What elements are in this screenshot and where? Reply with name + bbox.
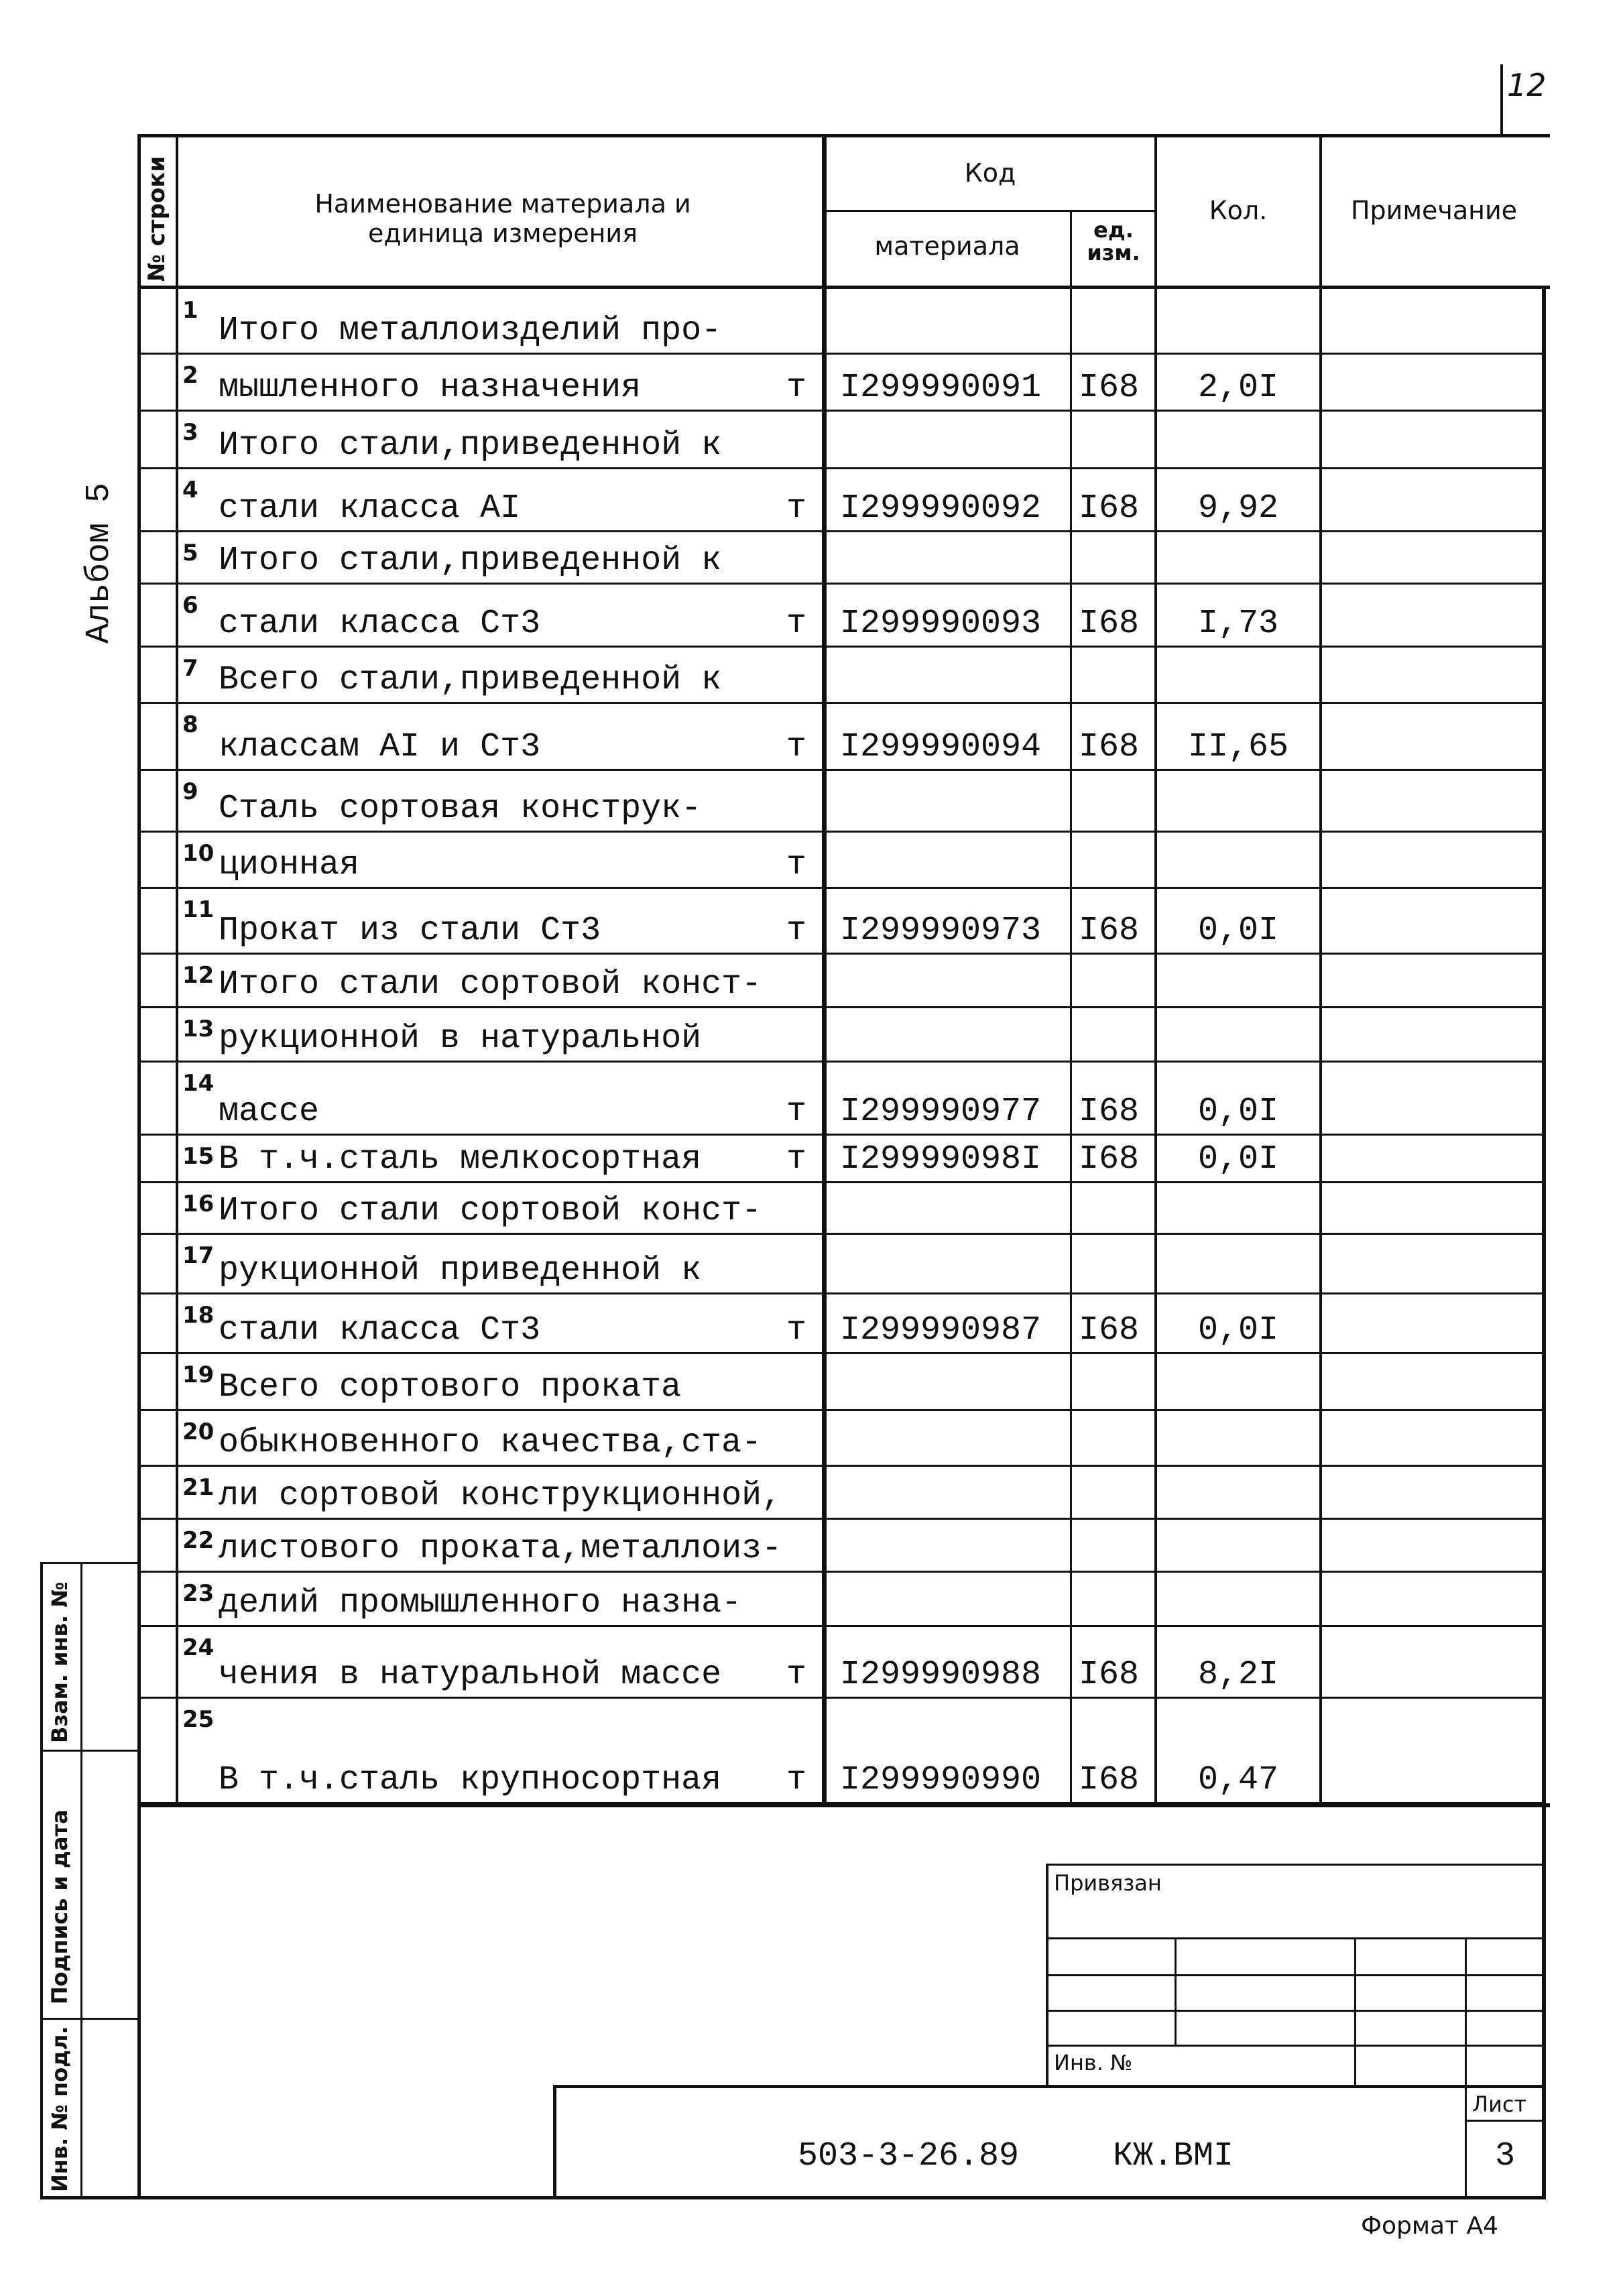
material-code bbox=[827, 411, 1070, 465]
material-code bbox=[827, 1410, 1070, 1462]
material-name: чения в натуральной массе bbox=[219, 1656, 722, 1694]
note bbox=[1322, 1410, 1542, 1462]
quantity bbox=[1157, 1353, 1319, 1406]
format-label: Формат А4 bbox=[1361, 2212, 1499, 2240]
material-name: рукционной приведенной к bbox=[219, 1252, 702, 1290]
header-name: Наименование материала и единица измерения bbox=[314, 189, 691, 248]
unit bbox=[771, 1572, 822, 1622]
quantity: I,73 bbox=[1197, 605, 1279, 643]
unit-code bbox=[1072, 1519, 1154, 1568]
quantity bbox=[1157, 1466, 1319, 1515]
note bbox=[1322, 411, 1542, 465]
material-name: В т.ч.сталь мелкосортная bbox=[219, 1140, 702, 1179]
material-name: Всего сортового проката bbox=[219, 1368, 682, 1406]
unit bbox=[771, 770, 822, 828]
unit bbox=[771, 1234, 822, 1290]
material-code bbox=[827, 1234, 1070, 1290]
unit bbox=[771, 1353, 822, 1406]
unit-code: I68 bbox=[1079, 1656, 1140, 1694]
note bbox=[1322, 770, 1542, 828]
row-number: 10 bbox=[182, 840, 215, 867]
row-number: 22 bbox=[182, 1527, 215, 1554]
unit: т bbox=[786, 489, 806, 528]
quantity bbox=[1157, 1410, 1319, 1462]
quantity: II,65 bbox=[1187, 728, 1289, 766]
material-code bbox=[827, 1353, 1070, 1406]
unit: т bbox=[786, 728, 806, 766]
note bbox=[1322, 1466, 1542, 1515]
vzam-inv-label: Взам. инв. № bbox=[47, 1581, 72, 1743]
row-number: 18 bbox=[182, 1302, 215, 1329]
material-name: Сталь сортовая конструк- bbox=[219, 790, 702, 828]
note bbox=[1322, 954, 1542, 1004]
unit bbox=[771, 532, 822, 580]
material-code: I299990987 bbox=[840, 1311, 1042, 1349]
material-name: Всего стали,приведенной к bbox=[219, 661, 722, 699]
header-row-no: № строки bbox=[143, 156, 170, 282]
row-number: 6 bbox=[182, 592, 198, 619]
note bbox=[1322, 647, 1542, 699]
note bbox=[1322, 354, 1542, 407]
quantity: 0,0I bbox=[1197, 1093, 1279, 1131]
material-name: листового проката,металлоиз- bbox=[219, 1530, 782, 1568]
unit: т bbox=[786, 846, 806, 884]
album-label: Альбом 5 bbox=[80, 482, 119, 644]
note bbox=[1322, 1698, 1542, 1799]
note bbox=[1322, 1519, 1542, 1568]
row-number: 21 bbox=[182, 1474, 215, 1501]
header-material-code: материала bbox=[874, 231, 1020, 261]
unit-code bbox=[1072, 532, 1154, 580]
row-number: 4 bbox=[182, 477, 198, 503]
quantity: 0,0I bbox=[1197, 1311, 1279, 1349]
unit bbox=[771, 1466, 822, 1515]
unit-code bbox=[1072, 832, 1154, 884]
header-note: Примечание bbox=[1350, 196, 1518, 225]
unit-code bbox=[1072, 770, 1154, 828]
quantity bbox=[1157, 954, 1319, 1004]
quantity: 0,0I bbox=[1197, 1140, 1279, 1179]
row-number: 3 bbox=[182, 419, 198, 446]
note bbox=[1322, 1234, 1542, 1290]
header-qty: Кол. bbox=[1209, 196, 1268, 225]
material-code bbox=[827, 832, 1070, 884]
material-name: Прокат из стали Ст3 bbox=[219, 912, 601, 950]
note bbox=[1322, 289, 1542, 350]
unit: т bbox=[786, 369, 806, 407]
quantity bbox=[1157, 647, 1319, 699]
note bbox=[1322, 532, 1542, 580]
unit-code: I68 bbox=[1079, 489, 1140, 528]
quantity bbox=[1157, 1572, 1319, 1622]
document-code: 503-3-26.89 bbox=[798, 2137, 1020, 2175]
unit: т bbox=[786, 1656, 806, 1694]
row-number: 20 bbox=[182, 1418, 215, 1445]
row-number: 23 bbox=[182, 1580, 215, 1607]
material-name: мышленного назначения bbox=[219, 369, 642, 407]
quantity bbox=[1157, 289, 1319, 350]
quantity bbox=[1157, 1519, 1319, 1568]
unit-code bbox=[1072, 411, 1154, 465]
material-name: Итого стали,приведенной к bbox=[219, 426, 722, 465]
material-name: стали класса АI bbox=[219, 489, 521, 528]
material-code: I299990093 bbox=[840, 605, 1042, 643]
material-code bbox=[827, 1572, 1070, 1622]
unit bbox=[771, 1519, 822, 1568]
note bbox=[1322, 1062, 1542, 1131]
quantity: 8,2I bbox=[1197, 1656, 1279, 1694]
note bbox=[1322, 1183, 1542, 1230]
material-name: ли сортовой конструкционной, bbox=[219, 1477, 782, 1515]
material-code bbox=[827, 289, 1070, 350]
material-name: рукционной в натуральной bbox=[219, 1020, 702, 1058]
row-number: 7 bbox=[182, 655, 198, 682]
note bbox=[1322, 1353, 1542, 1406]
unit bbox=[771, 1183, 822, 1230]
unit: т bbox=[786, 912, 806, 950]
material-name: ционная bbox=[219, 846, 360, 884]
note bbox=[1322, 1626, 1542, 1694]
unit-code: I68 bbox=[1079, 605, 1140, 643]
quantity: 2,0I bbox=[1197, 369, 1279, 407]
note bbox=[1322, 1135, 1542, 1179]
unit bbox=[771, 647, 822, 699]
material-code: I299990988 bbox=[840, 1656, 1042, 1694]
quantity bbox=[1157, 832, 1319, 884]
unit bbox=[771, 954, 822, 1004]
note bbox=[1322, 584, 1542, 643]
material-code: I299990977 bbox=[840, 1093, 1042, 1131]
material-code bbox=[827, 770, 1070, 828]
header-unit-code: ед. изм. bbox=[1087, 217, 1140, 265]
podpis-data-label: Подпись и дата bbox=[47, 1809, 72, 2004]
unit: т bbox=[786, 1761, 806, 1799]
material-code: I299990990 bbox=[840, 1761, 1042, 1799]
inv-no-label: Инв. № bbox=[1054, 2050, 1133, 2075]
unit bbox=[771, 411, 822, 465]
material-code: I29999098I bbox=[840, 1140, 1042, 1179]
row-number: 16 bbox=[182, 1191, 215, 1217]
material-name: В т.ч.сталь крупносортная bbox=[219, 1761, 722, 1799]
unit-code bbox=[1072, 1410, 1154, 1462]
quantity: 9,92 bbox=[1197, 489, 1279, 528]
unit-code bbox=[1072, 1234, 1154, 1290]
quantity bbox=[1157, 1183, 1319, 1230]
note bbox=[1322, 703, 1542, 766]
material-name: Итого стали,приведенной к bbox=[219, 542, 722, 580]
unit-code bbox=[1072, 954, 1154, 1004]
unit-code: I68 bbox=[1079, 1093, 1140, 1131]
material-code bbox=[827, 1519, 1070, 1568]
quantity: 0,47 bbox=[1197, 1761, 1279, 1799]
unit-code bbox=[1072, 1353, 1154, 1406]
material-code: I299990973 bbox=[840, 912, 1042, 950]
quantity bbox=[1157, 1234, 1319, 1290]
row-number: 24 bbox=[182, 1634, 215, 1661]
row-number: 14 bbox=[182, 1070, 215, 1097]
header-code: Код bbox=[964, 158, 1016, 188]
note bbox=[1322, 1008, 1542, 1058]
unit-code bbox=[1072, 1008, 1154, 1058]
note bbox=[1322, 469, 1542, 528]
unit: т bbox=[786, 1311, 806, 1349]
unit: т bbox=[786, 1140, 806, 1179]
material-code: I299990091 bbox=[840, 369, 1042, 407]
unit-code bbox=[1072, 289, 1154, 350]
note bbox=[1322, 1294, 1542, 1349]
unit: т bbox=[786, 605, 806, 643]
row-number: 25 bbox=[182, 1706, 215, 1733]
material-name: обыкновенного качества,ста- bbox=[219, 1424, 762, 1462]
note bbox=[1322, 888, 1542, 950]
quantity bbox=[1157, 532, 1319, 580]
material-code bbox=[827, 954, 1070, 1004]
row-number: 13 bbox=[182, 1016, 215, 1042]
row-number: 2 bbox=[182, 362, 198, 389]
material-name: классам АI и Ст3 bbox=[219, 728, 541, 766]
material-code bbox=[827, 647, 1070, 699]
row-number: 17 bbox=[182, 1242, 215, 1269]
quantity bbox=[1157, 770, 1319, 828]
note bbox=[1322, 1572, 1542, 1622]
material-code bbox=[827, 1183, 1070, 1230]
quantity bbox=[1157, 411, 1319, 465]
unit-code bbox=[1072, 647, 1154, 699]
unit-code bbox=[1072, 1466, 1154, 1515]
unit-code: I68 bbox=[1079, 1311, 1140, 1349]
unit-code: I68 bbox=[1079, 1761, 1140, 1799]
material-name: Итого стали сортовой конст- bbox=[219, 1192, 762, 1230]
sheet-number: 3 bbox=[1495, 2137, 1516, 2175]
row-number: 15 bbox=[182, 1143, 215, 1170]
row-number: 11 bbox=[182, 896, 215, 923]
material-name: стали класса Ст3 bbox=[219, 1311, 541, 1349]
material-code bbox=[827, 1466, 1070, 1515]
note bbox=[1322, 832, 1542, 884]
row-number: 5 bbox=[182, 540, 198, 566]
material-name: Итого стали сортовой конст- bbox=[219, 965, 762, 1004]
material-name: массе bbox=[219, 1093, 320, 1131]
material-code: I299990094 bbox=[840, 728, 1042, 766]
unit-code: I68 bbox=[1079, 912, 1140, 950]
quantity: 0,0I bbox=[1197, 912, 1279, 950]
row-number: 1 bbox=[182, 297, 198, 324]
material-code: I299990092 bbox=[840, 489, 1042, 528]
unit-code bbox=[1072, 1572, 1154, 1622]
material-name: Итого металлоизделий про- bbox=[219, 312, 722, 350]
unit-code: I68 bbox=[1079, 1140, 1140, 1179]
unit bbox=[771, 289, 822, 350]
unit-code bbox=[1072, 1183, 1154, 1230]
inv-podl-label: Инв. № подл. bbox=[47, 2026, 72, 2192]
unit bbox=[771, 1410, 822, 1462]
sheet-mark: 12 bbox=[1507, 67, 1547, 103]
privyazan-label: Привязан bbox=[1054, 1870, 1162, 1896]
unit-code: I68 bbox=[1079, 728, 1140, 766]
unit bbox=[771, 1008, 822, 1058]
material-code bbox=[827, 1008, 1070, 1058]
list-label: Лист bbox=[1472, 2092, 1527, 2117]
quantity bbox=[1157, 1008, 1319, 1058]
row-number: 8 bbox=[182, 711, 198, 738]
row-number: 9 bbox=[182, 778, 198, 805]
unit-code: I68 bbox=[1079, 369, 1140, 407]
document-mark: КЖ.ВМI bbox=[1113, 2137, 1234, 2175]
material-name: стали класса Ст3 bbox=[219, 605, 541, 643]
material-name: делий промышленного назна- bbox=[219, 1584, 742, 1622]
row-number: 12 bbox=[182, 962, 215, 989]
unit: т bbox=[786, 1093, 806, 1131]
row-number: 19 bbox=[182, 1362, 215, 1388]
material-code bbox=[827, 532, 1070, 580]
